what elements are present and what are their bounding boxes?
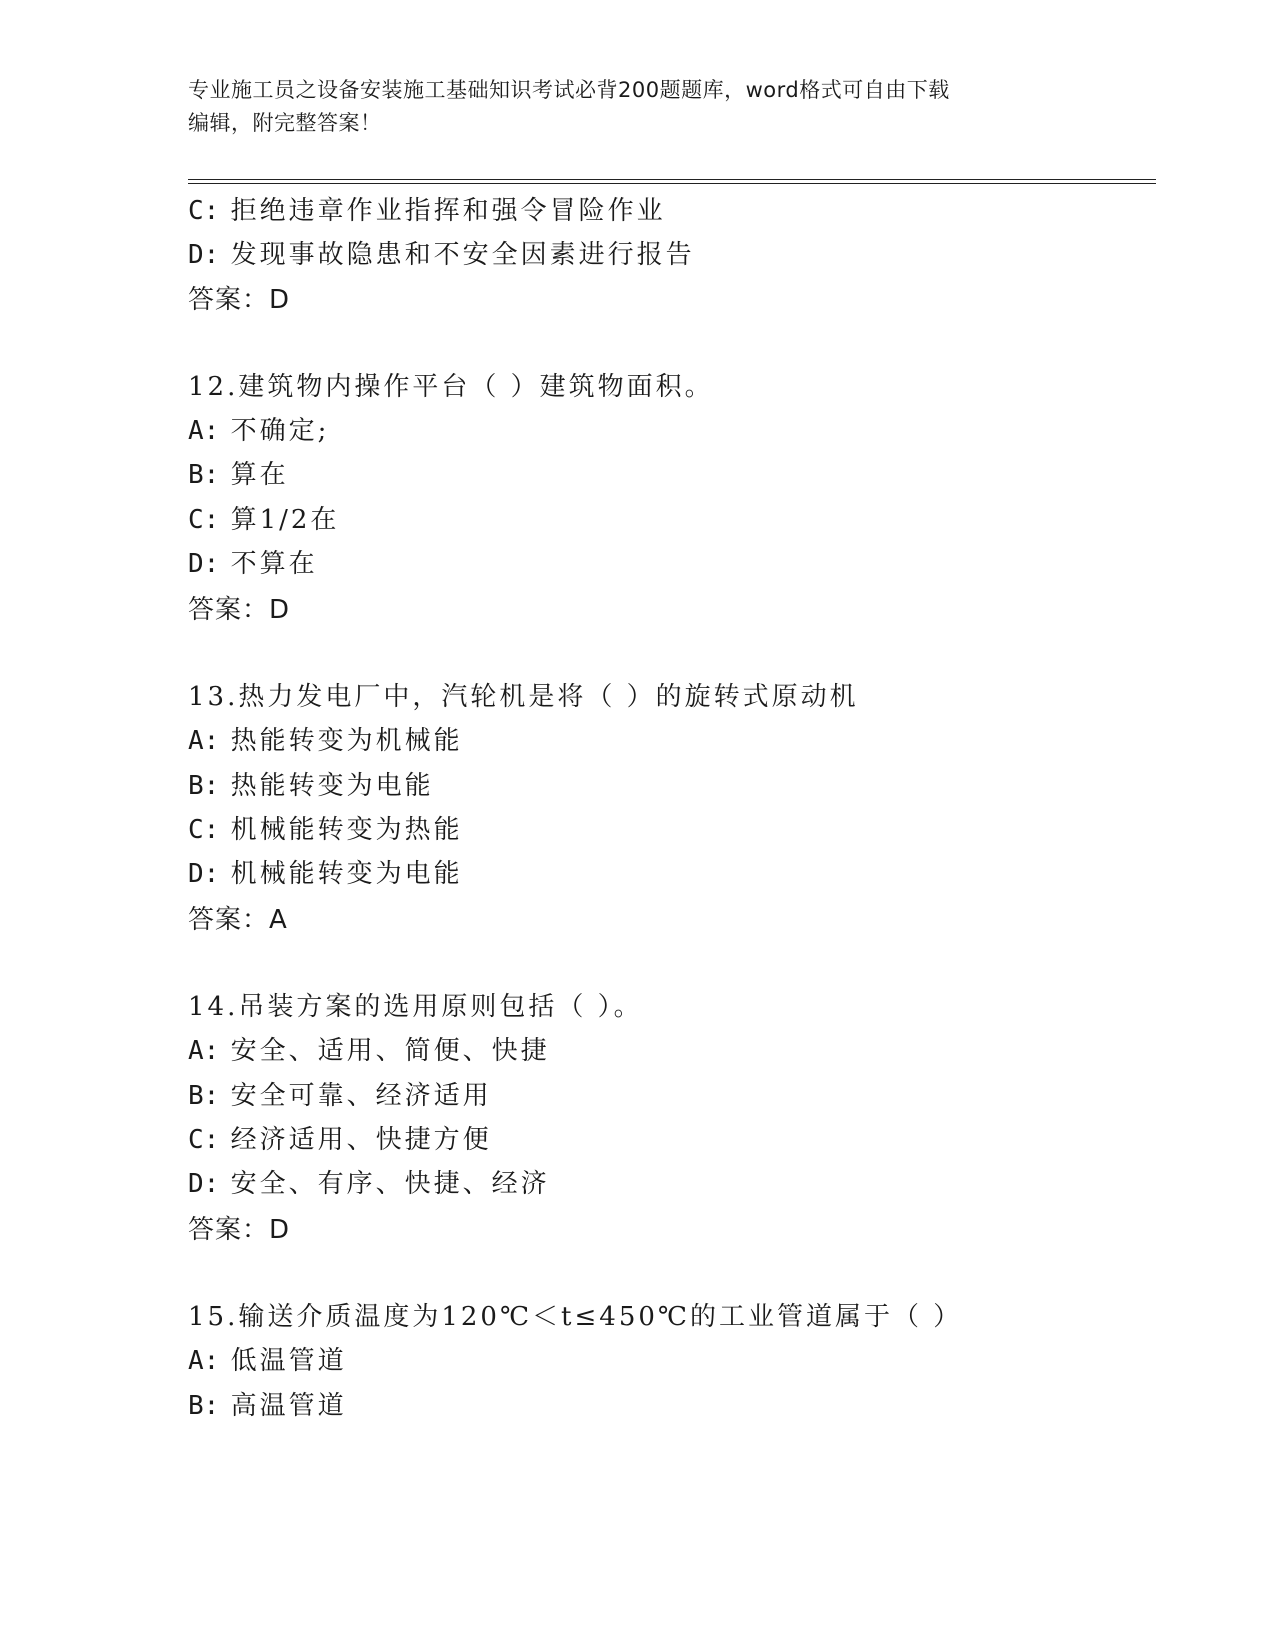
- answer-line: 答案：D: [188, 285, 291, 315]
- answer-line: 答案：D: [188, 1215, 291, 1245]
- option-a: A: 低温管道: [188, 1346, 347, 1376]
- option-b: B: 高温管道: [188, 1391, 347, 1421]
- answer-line: 答案：D: [188, 595, 291, 625]
- option-a: A: 热能转变为机械能: [188, 726, 463, 756]
- option-b: B: 安全可靠、经济适用: [188, 1081, 492, 1111]
- option-a: A: 不确定;: [188, 416, 330, 446]
- answer-line: 答案：A: [188, 905, 288, 935]
- question-15-stem: 15.输送介质温度为120℃＜t≤450℃的工业管道属于（ ）: [188, 1302, 963, 1332]
- option-c: C: 拒绝违章作业指挥和强令冒险作业: [188, 196, 666, 226]
- option-d: D: 机械能转变为电能: [188, 859, 463, 889]
- header-line-2: 编辑，附完整答案！: [188, 111, 382, 135]
- option-a: A: 安全、适用、简便、快捷: [188, 1036, 550, 1066]
- option-d: D: 安全、有序、快捷、经济: [188, 1169, 550, 1199]
- option-c: C: 算1/2在: [188, 505, 340, 535]
- header-line-1: 专业施工员之设备安装施工基础知识考试必背200题题库，word格式可自由下载: [188, 78, 950, 102]
- option-c: C: 经济适用、快捷方便: [188, 1125, 492, 1155]
- option-c: C: 机械能转变为热能: [188, 815, 463, 845]
- document-header: [188, 74, 1088, 140]
- option-d: D: 不算在: [188, 549, 318, 579]
- option-d: D: 发现事故隐患和不安全因素进行报告: [188, 240, 695, 270]
- option-b: B: 算在: [188, 460, 289, 490]
- question-13-stem: 13.热力发电厂中，汽轮机是将（ ）的旋转式原动机: [188, 682, 859, 712]
- question-12-stem: 12.建筑物内操作平台（ ）建筑物面积。: [188, 372, 714, 402]
- option-b: B: 热能转变为电能: [188, 771, 434, 801]
- question-14-stem: 14.吊装方案的选用原则包括（ ）。: [188, 992, 643, 1022]
- header-divider-bottom: [188, 183, 1156, 184]
- header-divider-top: [188, 179, 1156, 180]
